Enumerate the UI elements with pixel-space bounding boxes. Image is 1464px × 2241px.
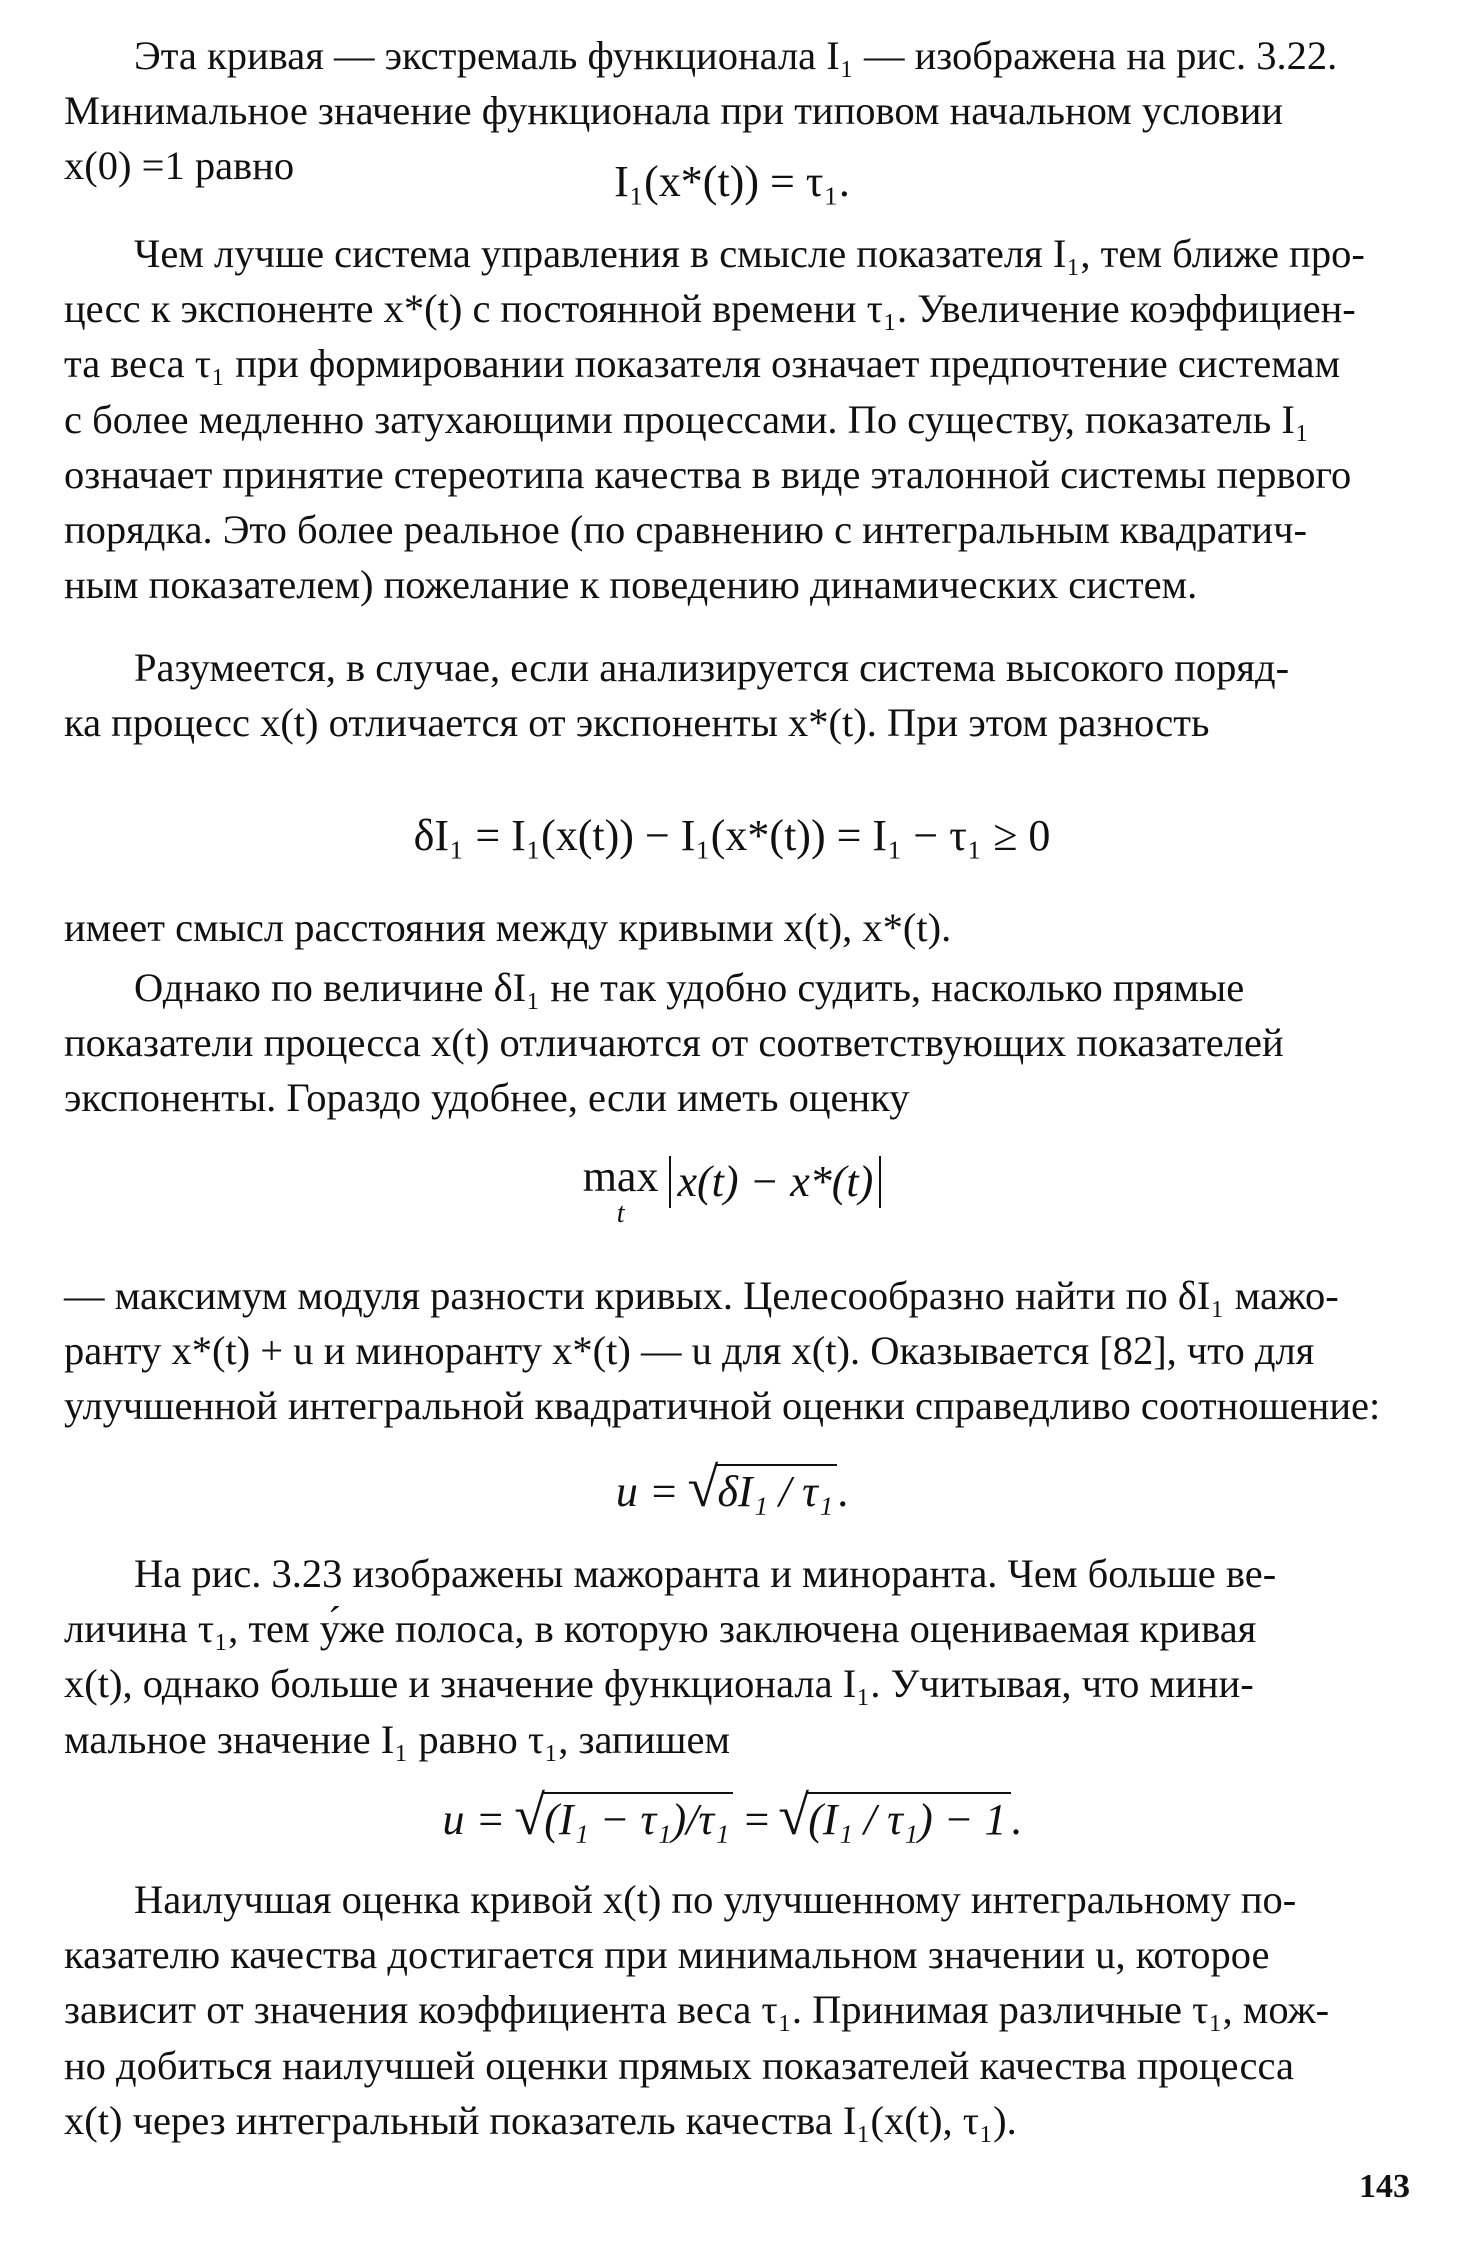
max-word: max bbox=[582, 1152, 659, 1201]
text-line: Эта кривая — экстремаль функционала I₁ — изображена на рис. 3.22. bbox=[134, 33, 1338, 78]
text-line: мальное значение I₁ равно τ₁, запишем bbox=[64, 1716, 731, 1762]
text-line: x(t), однако больше и значение функционала I₁. Учитывая, что мини- bbox=[64, 1661, 1254, 1707]
text-line: имеет смысл расстояния между кривыми x(t), x*(t). bbox=[64, 905, 952, 950]
text-line: Чем лучше система управления в смысле показателя I₁, тем ближе про- bbox=[134, 231, 1365, 276]
text-line: ранту x*(t) + u и миноранту x*(t) — u для x(t). Оказывается [82], что для bbox=[64, 1328, 1315, 1374]
text-line: x(t) через интегральный показатель качества I₁(x(t), τ₁). bbox=[64, 2097, 1017, 2143]
text-line: личина τ₁, тем у́же полоса, в которую заключена оцениваемая кривая bbox=[64, 1606, 1257, 1652]
radical bbox=[806, 1792, 1010, 1846]
abs-body: x(t) − x*(t) bbox=[677, 1157, 874, 1206]
text-line: цесс к экспоненте x*(t) с постоянной времени τ₁. Увеличение коэффициен- bbox=[64, 286, 1356, 332]
text-line: казателю качества достигается при минимальном значении u, которое bbox=[64, 1932, 1270, 1978]
equals-sign: = bbox=[744, 1795, 770, 1844]
formula-lhs: u = bbox=[442, 1795, 506, 1844]
radical bbox=[716, 1464, 838, 1518]
radicand: δI₁ / τ₁ bbox=[717, 1467, 834, 1516]
paragraph-8 bbox=[64, 1872, 1402, 2148]
formula-delta-i: δI₁ = I₁(x(t)) − I₁(x*(t)) = I₁ − τ₁ ≥ 0 bbox=[413, 811, 1051, 860]
paragraph-3 bbox=[64, 640, 1402, 750]
formula-tail: . bbox=[1010, 1795, 1022, 1844]
text-line: Минимальное значение функционала при типовом начальном условии bbox=[64, 88, 1284, 134]
text-line: экспоненты. Гораздо удобнее, если иметь оценку bbox=[64, 1075, 910, 1121]
text-line: — максимум модуля разности кривых. Целесообразно найти по δI₁ мажо- bbox=[64, 1273, 1339, 1318]
radicand: (I₁ − τ₁)/τ₁ bbox=[544, 1795, 730, 1844]
max-subscript: t bbox=[616, 1198, 625, 1229]
text-line: с более медленно затухающими процессами. По существу, показатель I₁ bbox=[64, 396, 1309, 442]
formula-lhs: u = bbox=[615, 1467, 679, 1516]
paragraph-7 bbox=[64, 1546, 1402, 1767]
formula-min-functional: I₁(x*(t)) = τ₁. bbox=[614, 157, 850, 206]
absolute-value bbox=[669, 1156, 881, 1208]
text-line: Наилучшая оценка кривой x(t) по улучшенному интегральному по- bbox=[134, 1877, 1297, 1922]
text-line: На рис. 3.23 изображены мажоранта и миноранта. Чем больше ве- bbox=[134, 1551, 1277, 1596]
text-line: Разумеется, в случае, если анализируется система высокого поряд- bbox=[134, 645, 1290, 690]
radicand: (I₁ / τ₁) − 1 bbox=[808, 1795, 1007, 1844]
paragraph-5 bbox=[64, 960, 1402, 1126]
text-line: зависит от значения коэффициента веса τ₁. Принимая различные τ₁, мож- bbox=[64, 1987, 1330, 2033]
text-line: ным показателем) пожелание к поведению динамических систем. bbox=[64, 562, 1198, 608]
paragraph-6 bbox=[64, 1268, 1402, 1434]
text-line: но добиться наилучшей оценки прямых показателей качества процесса bbox=[64, 2042, 1294, 2088]
text-line: ка процесс x(t) отличается от экспоненты x*(t). При этом разность bbox=[64, 700, 1210, 746]
paragraph-2 bbox=[64, 226, 1402, 612]
formula-tail: . bbox=[837, 1467, 849, 1516]
text-line: та веса τ₁ при формировании показателя означает предпочтение системам bbox=[64, 341, 1341, 387]
text-line: улучшенной интегральной квадратичной оценки справедливо соотношение: bbox=[64, 1383, 1381, 1429]
page-number: 143 bbox=[1359, 2168, 1410, 2205]
paragraph-4 bbox=[64, 900, 1402, 955]
formula-max-deviation bbox=[0, 1152, 1464, 1229]
text-line: x(0) =1 равно bbox=[64, 143, 295, 189]
text-line: означает принятие стереотипа качества в виде эталонной системы первого bbox=[64, 451, 1352, 497]
formula-u-expanded bbox=[0, 1790, 1464, 1850]
text-line: Однако по величине δI₁ не так удобно судить, насколько прямые bbox=[134, 965, 1245, 1010]
radical bbox=[542, 1792, 733, 1846]
formula-u-estimate bbox=[0, 1462, 1464, 1522]
text-line: порядка. Это более реальное (по сравнению с интегральным квадратич- bbox=[64, 507, 1307, 553]
text-line: показатели процесса x(t) отличаются от соответствующих показателей bbox=[64, 1020, 1284, 1066]
max-operator bbox=[582, 1152, 659, 1229]
